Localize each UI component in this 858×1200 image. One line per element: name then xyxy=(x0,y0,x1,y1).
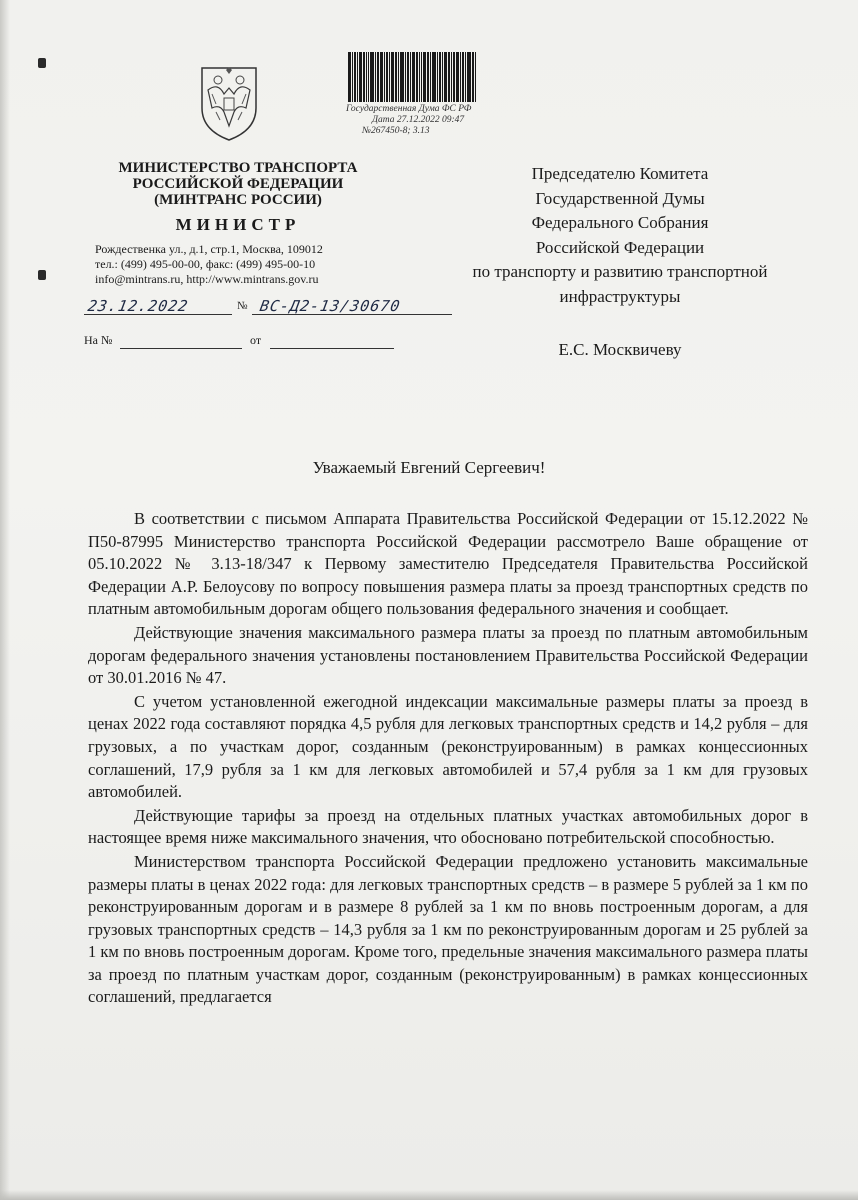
stamp-line: Дата 27.12.2022 09:47 xyxy=(372,115,465,125)
ministry-name-line: МИНИСТЕРСТВО ТРАНСПОРТА xyxy=(118,160,358,176)
reference-number-label: На № xyxy=(84,333,113,347)
addressee-line: Государственной Думы xyxy=(535,188,705,208)
addressee-line: Федерального Собрания xyxy=(531,213,709,232)
registration-stamp xyxy=(342,104,517,137)
sender-web: info@mintrans.ru, http://www.mintrans.gov.ru xyxy=(95,272,319,286)
body-paragraph: Действующие значения максимального размера платы за проезд по платным автомобильным дорогам федерального значения установлены постановлением Правительства Российской Федерации от 30.01.2016 № 47. xyxy=(88,622,808,688)
stamp-line: №267450-8; 3.13 xyxy=(362,126,430,136)
sender-title: МИНИСТР xyxy=(175,215,301,234)
body-paragraph: Министерством транспорта Российской Федерации предложено установить максимальные размеры платы в ценах 2022 года: для легковых транспортных средств – в размере 5 рублей за 1 км по реконструированным дорогам и в размере 8 рублей за 1 км по вновь построенным дорогам, а для грузовых транспортных средств – 14,3 рубля за 1 км по реконструированным дорогам и 25 рублей за 1 км по вновь построенным дорогам. Кроме того, предельные значения максимального размера платы за проезд по платным участкам дорог, созданным (реконструированным) в рамках концессионных соглашений, предлагается xyxy=(88,851,808,1007)
sender-contacts xyxy=(95,242,395,287)
addressee-block xyxy=(420,162,820,309)
page-bottom-shadow xyxy=(0,1190,858,1200)
addressee-line: Российской Федерации xyxy=(535,237,705,257)
reference-date-label: от xyxy=(250,333,262,347)
punch-hole-mark xyxy=(38,58,46,68)
outgoing-date: 23.12.2022 xyxy=(86,297,190,315)
outgoing-number-label: № xyxy=(237,300,248,312)
body-paragraph: Действующие тарифы за проезд на отдельных платных участках автомобильных дорог в настоящее время ниже максимального значения, что обосновано потребительской способностью. xyxy=(88,805,808,848)
stamp-line: Государственная Дума ФС РФ xyxy=(346,104,472,114)
addressee-line: по транспорту и развитию транспортной xyxy=(472,262,768,281)
outgoing-number: ВС-Д2-13/30670 xyxy=(258,297,403,315)
sender-address: Рождественка ул., д.1, стр.1, Москва, 109012 xyxy=(95,242,323,256)
letter-body xyxy=(88,508,808,1009)
reference-registration xyxy=(84,333,404,353)
ministry-name-line: (МИНТРАНС РОССИИ) xyxy=(154,192,322,208)
sender-phone: тел.: (499) 495-00-00, факс: (499) 495-00-10 xyxy=(95,257,316,271)
addressee-line: инфраструктуры xyxy=(559,286,681,306)
ministry-name-line: РОССИЙСКОЙ ФЕДЕРАЦИИ xyxy=(132,176,344,192)
outgoing-registration xyxy=(84,297,464,319)
reference-date-underline xyxy=(270,348,394,349)
greeting: Уважаемый Евгений Сергеевич! xyxy=(312,458,546,477)
punch-hole-mark xyxy=(38,270,46,280)
registration-barcode xyxy=(348,52,498,102)
page-edge-shadow xyxy=(0,0,10,1200)
reference-number-underline xyxy=(120,348,242,349)
body-paragraph: С учетом установленной ежегодной индексации максимальные размеры платы за проезд в ценах 2022 года составляют порядка 4,5 рубля для легковых транспортных средств и 14,2 рубля – для грузовых, а по участкам дорог, созданным (реконструированным) в рамках концессионных соглашений, 17,9 рубля за 1 км для легковых автомобилей и 57,4 рубля за 1 км для грузовых автомобилей. xyxy=(88,691,808,802)
coat-of-arms-icon xyxy=(194,64,264,144)
body-paragraph: В соответствии с письмом Аппарата Правительства Российской Федерации от 15.12.2022 № П50-87995 Министерство транспорта Российской Федерации рассмотрело Ваше обращение от 05.10.2022 № 3.13-18/347 к Первому заместителю Председателя Правительства Российской Федерации А.Р. Белоусову по вопросу повышения размера платы за проезд транспортных средств по платным автомобильным дорогам общего пользования федерального значения и сообщает. xyxy=(88,509,808,619)
ministry-name xyxy=(108,160,368,208)
addressee-line: Председателю Комитета xyxy=(531,164,709,183)
addressee-name: Е.С. Москвичеву xyxy=(558,340,682,359)
